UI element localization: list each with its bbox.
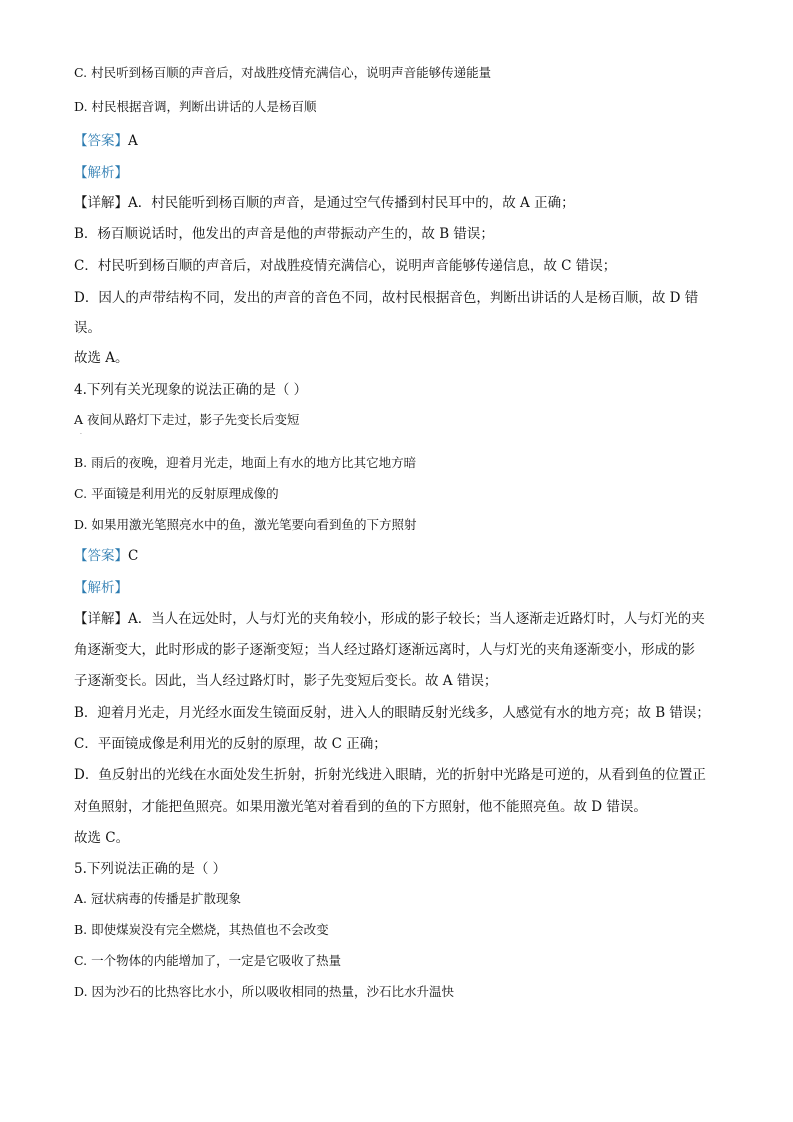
line-text: C (128, 548, 139, 564)
line-text: B．迎着月光走，月光经水面发生镜面反射，进入人的眼睛反射光线多，人感觉有水的地方亮；故 B 错误； (74, 705, 710, 721)
stray-dot: · (80, 431, 82, 438)
text-line (74, 348, 733, 368)
line-text: 误。 (74, 320, 101, 336)
line-text: A (128, 133, 138, 149)
text-line (74, 703, 733, 723)
text-line (74, 63, 733, 83)
text-line (74, 224, 733, 244)
line-text: D. 村民根据音调，判断出讲话的人是杨百顺 (74, 99, 317, 114)
text-line (74, 288, 733, 308)
text-line (74, 889, 733, 909)
text-line (74, 734, 733, 754)
text-line (74, 546, 733, 566)
line-text: 角逐渐变大，此时形成的影子逐渐变短；当人经过路灯逐渐远离时，人与灯光的夹角逐渐变小，形成的影 (74, 642, 695, 658)
line-text: B．杨百顺说话时，他发出的声音是他的声带振动产生的，故 B 错误； (74, 226, 494, 242)
line-text: C．村民听到杨百顺的声音后，对战胜疫情充满信心，说明声音能够传递信息，故 C 错误； (74, 258, 617, 274)
line-text: 故选 A。 (74, 350, 129, 366)
line-text: 对鱼照射，才能把鱼照亮。如果用激光笔对着看到的鱼的下方照射，他不能照亮鱼。故 D 错误。 (74, 799, 647, 815)
text-line (74, 640, 733, 660)
line-text: B. 即使煤炭没有完全燃烧，其热值也不会改变 (74, 922, 329, 937)
line-text: D. 如果用激光笔照亮水中的鱼，激光笔要向看到鱼的下方照射 (74, 517, 417, 532)
line-text: D. 因为沙石的比热容比水小，所以吸收相同的热量，沙石比水升温快 (74, 984, 455, 999)
text-line (74, 609, 733, 629)
text-line (74, 256, 733, 276)
text-line (74, 453, 733, 473)
line-text: C. 一个物体的内能增加了，一定是它吸收了热量 (74, 953, 342, 968)
line-text: B. 雨后的夜晚，迎着月光走，地面上有水的地方比其它地方暗 (74, 455, 417, 470)
text-line (74, 671, 733, 691)
line-text: C. 平面镜是利用光的反射原理成像的 (74, 486, 279, 501)
section-label: 【解析】 (74, 165, 128, 181)
line-text: A. 冠状病毒的传播是扩散现象 (74, 891, 241, 906)
line-text: 5.下列说法正确的是（ ） (74, 861, 227, 877)
text-line (74, 951, 733, 971)
text-line (74, 515, 733, 535)
line-text: C. 村民听到杨百顺的声音后，对战胜疫情充满信心，说明声音能够传递能量 (74, 65, 492, 80)
text-line (74, 163, 733, 183)
text-line (74, 193, 733, 213)
section-label: 【答案】 (74, 133, 128, 149)
text-line (74, 484, 733, 504)
text-line (74, 318, 733, 338)
text-line (74, 982, 733, 1002)
line-text: 子逐渐变长。因此，当人经过路灯时，影子先变短后变长。故 A 错误； (74, 673, 498, 689)
text-line (74, 765, 733, 785)
text-line (74, 131, 733, 151)
line-text: D．因人的声带结构不同，发出的声音的音色不同，故村民根据音色，判断出讲话的人是杨百顺，故 D 错 (74, 290, 699, 306)
text-line (74, 859, 733, 879)
line-text: 4.下列有关光现象的说法正确的是（ ） (74, 382, 308, 398)
line-text: C．平面镜成像是利用光的反射的原理，故 C 正确； (74, 736, 387, 752)
text-line (74, 828, 733, 848)
section-label: 【解析】 (74, 580, 128, 596)
text-line (74, 380, 733, 400)
line-text: 【详解】A．村民能听到杨百顺的声音，是通过空气传播到村民耳中的，故 A 正确； (74, 195, 575, 211)
line-text: 【详解】A．当人在远处时，人与灯光的夹角较小，形成的影子较长；当人逐渐走近路灯时，人与灯光的夹 (74, 611, 705, 627)
text-line (74, 797, 733, 817)
line-text: 故选 C。 (74, 830, 130, 846)
text-line (74, 920, 733, 940)
line-text: A 夜间从路灯下走过，影子先变长后变短 (74, 412, 300, 427)
text-line (74, 578, 733, 598)
text-line (74, 97, 733, 117)
section-label: 【答案】 (74, 548, 128, 564)
line-text: D．鱼反射出的光线在水面处发生折射，折射光线进入眼睛，光的折射中光路是可逆的，从看到鱼的位置正 (74, 767, 706, 783)
text-line (74, 410, 733, 430)
